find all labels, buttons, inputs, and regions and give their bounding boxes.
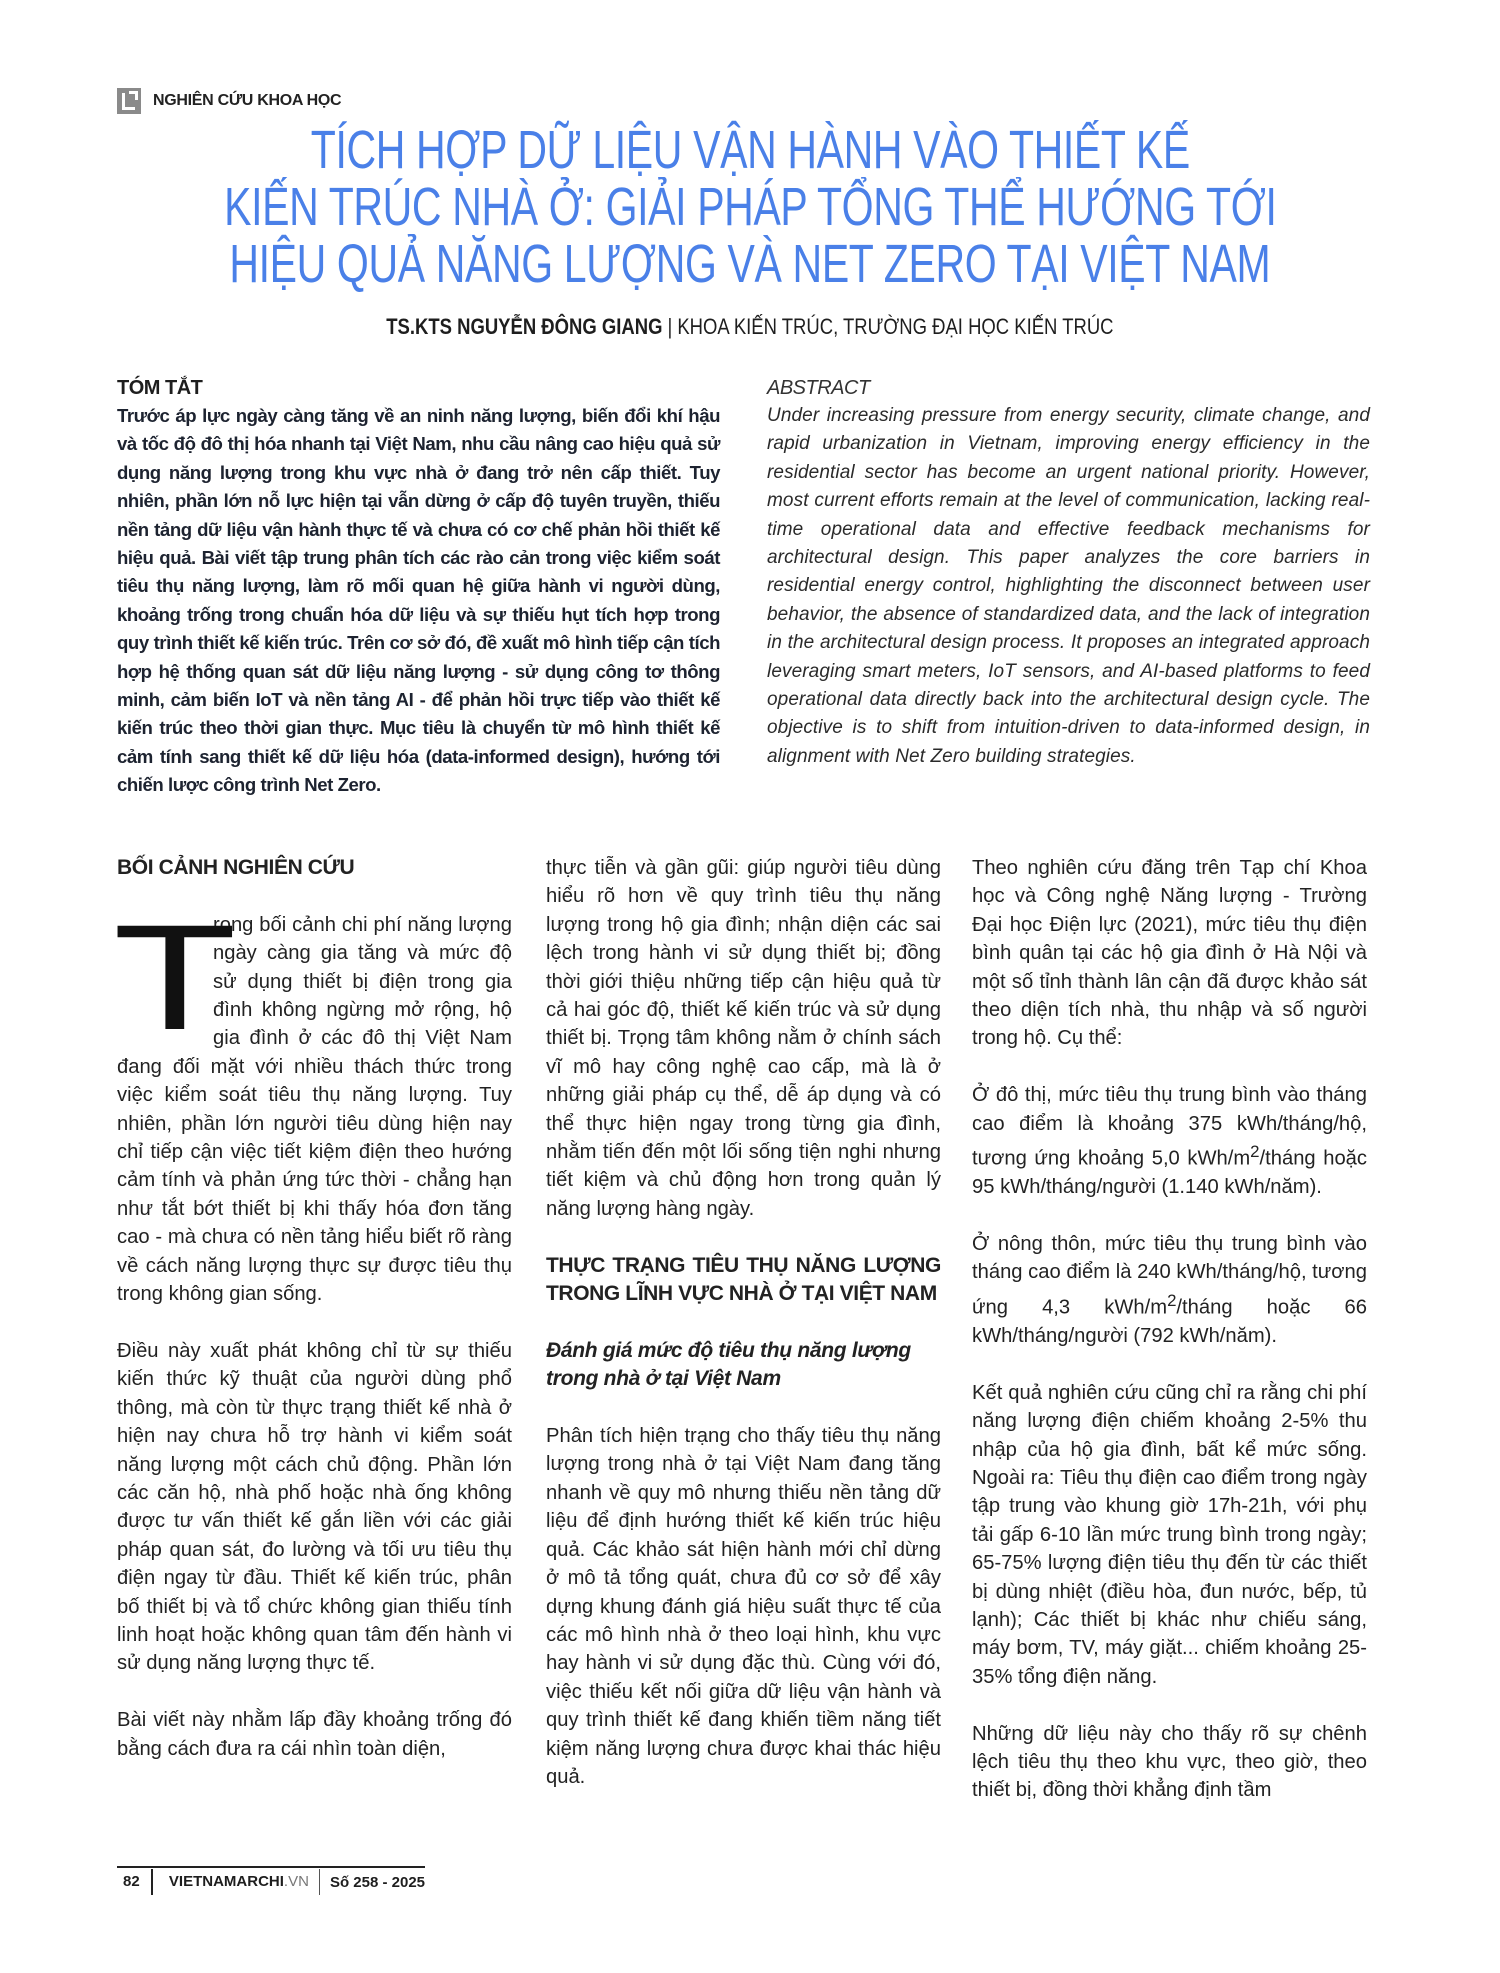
paragraph-3-continued: thực tiễn và gần gũi: giúp người tiêu dùng hiểu rõ hơn về quy trình tiêu thụ năng lượng trong hộ gia đình; nhận diện các sai lệch trong hành vi sử dụng thiết bị; đồng thời giới thiệu những tiếp cận hiệu quả từ cả hai góc độ, thiết kế kiến trúc và sử dụng thiết bị. Trọng tâm không nằm ở chính sách vĩ mô hay công nghệ cao cấp, mà là ở những giải pháp cụ thể, dễ áp dụng và có thể thực hiện ngay trong từng gia đình, nhằm tiến đến một lối sống tiện nghi nhưng tiết kiệm và chủ động hơn trong quản lý năng lượng hàng ngày. [546, 857, 941, 1220]
body-column-1 [113, 854, 512, 1791]
site-domain: .VN [283, 1873, 309, 1890]
page-number: 82 [117, 1869, 153, 1895]
paragraph-2: Điều này xuất phát không chỉ từ sự thiếu kiến thức kỹ thuật của người dùng phổ thông, mà còn từ thực trạng thiết kế nhà ở hiện nay chưa hỗ trợ hành vi kiểm soát năng lượng một cách chủ động. Phần lớn các căn hộ, nhà phố hoặc nhà ống không được tư vấn thiết kế gắn liền với các giải pháp quan sát, đo lường và tối ưu tiêu thụ điện ngay từ đầu. Thiết kế kiến trúc, phân bố thiết bị và tổ chức không gian thiếu tính linh hoạt hoặc không quan tâm đến hành vi sử dụng năng lượng thực tế. [117, 1339, 512, 1675]
site-name: VIETNAMARCHI [168, 1873, 284, 1890]
abstract-english [767, 374, 1370, 771]
superscript: 2 [1167, 1290, 1177, 1310]
abstract-en-heading: ABSTRACT [767, 377, 870, 399]
footer-site [153, 1869, 320, 1895]
title-line-1: TÍCH HỢP DỮ LIỆU VẬN HÀNH VÀO THIẾT KẾ [310, 120, 1190, 180]
author-name: TS.KTS NGUYỄN ĐÔNG GIANG [386, 314, 663, 339]
drop-cap: T [113, 892, 237, 1061]
superscript: 2 [1250, 1142, 1260, 1162]
paragraph-6-a: Ở đô thị, mức tiêu thụ trung bình vào tháng cao điểm là khoảng 375 kWh/tháng/hộ, tương ứng khoảng 5,0 kWh/m [972, 1084, 1367, 1170]
section-label-text: NGHIÊN CỨU KHOA HỌC [153, 92, 342, 109]
page-footer [117, 1866, 425, 1896]
paragraph-7-b: /tháng hoặc 66 kWh/tháng/người (792 kWh/năm). [972, 1296, 1367, 1347]
paragraph-6-b: /tháng hoặc 95 kWh/tháng/người (1.140 kWh/năm). [972, 1147, 1367, 1199]
body-column-2 [546, 854, 941, 1820]
paragraph-1 [113, 892, 512, 1309]
body-column-3 [972, 854, 1367, 1833]
abstract-vi-body: Trước áp lực ngày càng tăng về an ninh năng lượng, biến đổi khí hậu và tốc độ đô thị hóa nhanh tại Việt Nam, nhu cầu nâng cao hiệu quả sử dụng năng lượng trong khu vực nhà ở đang trở nên cấp thiết. Tuy nhiên, phần lớn nỗ lực hiện tại vẫn dừng ở cấp độ tuyên truyền, thiếu nền tảng dữ liệu vận hành thực tế và chưa có cơ chế phản hồi thiết kế hiệu quả. Bài viết tập trung phân tích các rào cản trong việc kiểm soát tiêu thụ năng lượng, làm rõ mối quan hệ giữa hành vi người dùng, khoảng trống trong chuẩn hóa dữ liệu và sự thiếu hụt tích hợp trong quy trình thiết kế kiến trúc. Trên cơ sở đó, đề xuất mô hình tiếp cận tích hợp hệ thống quan sát dữ liệu năng lượng - sử dụng công tơ thông minh, cảm biến IoT và nền tảng AI - để phản hồi trực tiếp vào thiết kế kiến trúc theo thời gian thực. Mục tiêu là chuyển từ mô hình thiết kế cảm tính sang thiết kế dữ liệu hóa (data-informed design), hướng tới chiến lược công trình Net Zero. [117, 405, 720, 796]
paragraph-1-text: rong bối cảnh chi phí năng lượng ngày càng gia tăng và mức độ sử dụng thiết bị điện trong gia đình không ngừng mở rộng, hộ gia đình ở các đô thị Việt Nam đang đối mặt với nhiều thách thức trong việc kiểm soát tiêu thụ năng lượng. Tuy nhiên, phần lớn người tiêu dùng hiện nay chỉ tiếp cận việc tiết kiệm điện theo hướng cảm tính và phản ứng tức thời - chẳng hạn như tắt bớt thiết bị khi thấy hóa đơn tăng cao - mà chưa có nền tảng hiểu biết rõ ràng về cách năng lượng thực sự được tiêu thụ trong không gian sống. [117, 913, 512, 1306]
abstract-vietnamese [117, 374, 720, 800]
magazine-logo-icon [117, 88, 141, 114]
section-heading-context: BỐI CẢNH NGHIÊN CỨU [117, 856, 355, 879]
section-label [117, 88, 341, 114]
section-heading-current-state: THỰC TRẠNG TIÊU THỤ NĂNG LƯỢNG TRONG LĨNH VỰC NHÀ Ở TẠI VIỆT NAM [546, 1253, 941, 1306]
author-line [0, 314, 1500, 340]
paragraph-6 [972, 1081, 1367, 1201]
abstract-vi-heading: TÓM TẮT [117, 377, 203, 399]
paragraph-9: Những dữ liệu này cho thấy rõ sự chênh lệch tiêu thụ theo khu vực, theo giờ, theo thiết bị, đồng thời khẳng định tầm [972, 1722, 1367, 1802]
author-affiliation: KHOA KIẾN TRÚC, TRƯỜNG ĐẠI HỌC KIẾN TRÚC [677, 314, 1114, 339]
paragraph-5: Theo nghiên cứu đăng trên Tạp chí Khoa học và Công nghệ Năng lượng - Trường Đại học Điện lực (2021), mức tiêu thụ điện bình quân tại các hộ gia đình ở Hà Nội và một số tỉnh thành lân cận đã được khảo sát theo diện tích nhà, thu nhập và số người trong hộ. Cụ thể: [972, 857, 1367, 1050]
subsection-heading: Đánh giá mức độ tiêu thụ năng lượng trong nhà ở tại Việt Nam [546, 1338, 911, 1391]
paragraph-8: Kết quả nghiên cứu cũng chỉ ra rằng chi phí năng lượng điện chiếm khoảng 2-5% thu nhập của hộ gia đình, bất kể mức sống. Ngoài ra: Tiêu thụ điện cao điểm trong ngày tập trung vào khung giờ 17h-21h, với phụ tải gấp 6-10 lần mức trung bình trong ngày; 65-75% lượng điện tiêu thụ đến từ các thiết bị dùng nhiệt (điều hòa, đun nước, bếp, tủ lạnh); Các thiết bị khác như chiếu sáng, máy bơm, TV, máy giặt... chiếm khoảng 25-35% tổng điện năng. [972, 1381, 1367, 1688]
title-line-3: HIỆU QUẢ NĂNG LƯỢNG VÀ NET ZERO TẠI VIỆT NAM [229, 234, 1271, 294]
paragraph-3-start: Bài viết này nhằm lấp đầy khoảng trống đó bằng cách đưa ra cái nhìn toàn diện, [117, 1709, 512, 1760]
abstract-en-body: Under increasing pressure from energy security, climate change, and rapid urbanization in Vietnam, improving energy efficiency in the residential sector has become an urgent national priority. However, most current efforts remain at the level of communication, lacking real-time operational data and effective feedback mechanisms for architectural design. This paper analyzes the core barriers in residential energy control, highlighting the disconnect between user behavior, the absence of standardized data, and the lack of integration in the architectural design process. It proposes an integrated approach leveraging smart meters, IoT sensors, and AI-based platforms to feed operational data directly back into the architectural design cycle. The objective is to shift from intuition-driven to data-informed design, in alignment with Net Zero building strategies. [767, 405, 1370, 767]
article-title [0, 122, 1500, 293]
paragraph-4: Phân tích hiện trạng cho thấy tiêu thụ năng lượng trong nhà ở tại Việt Nam đang tăng nhanh về quy mô nhưng thiếu nền tảng dữ liệu để định hướng thiết kế kiến trúc hiệu quả. Các khảo sát hiện hành mới chỉ dừng ở mô tả tổng quát, chưa đủ cơ sở để xây dựng khung đánh giá hiệu suất thực tế của các mô hình nhà ở theo loại hình, khu vực hay hành vi sử dụng đặc thù. Cùng với đó, việc thiếu kết nối giữa dữ liệu vận hành và quy trình thiết kế đang khiến tiềm năng tiết kiệm năng lượng chưa được khai thác hiệu quả. [546, 1425, 941, 1788]
issue-number: Số 258 - 2025 [329, 1873, 425, 1891]
paragraph-7-a: Ở nông thôn, mức tiêu thụ trung bình vào tháng cao điểm là 240 kWh/tháng/hộ, tương ứng 4,3 kWh/m [972, 1232, 1367, 1319]
paragraph-7 [972, 1230, 1367, 1350]
author-separator: | [667, 314, 673, 339]
title-line-2: KIẾN TRÚC NHÀ Ở: GIẢI PHÁP TỔNG THỂ HƯỚNG TỚI [223, 177, 1277, 237]
